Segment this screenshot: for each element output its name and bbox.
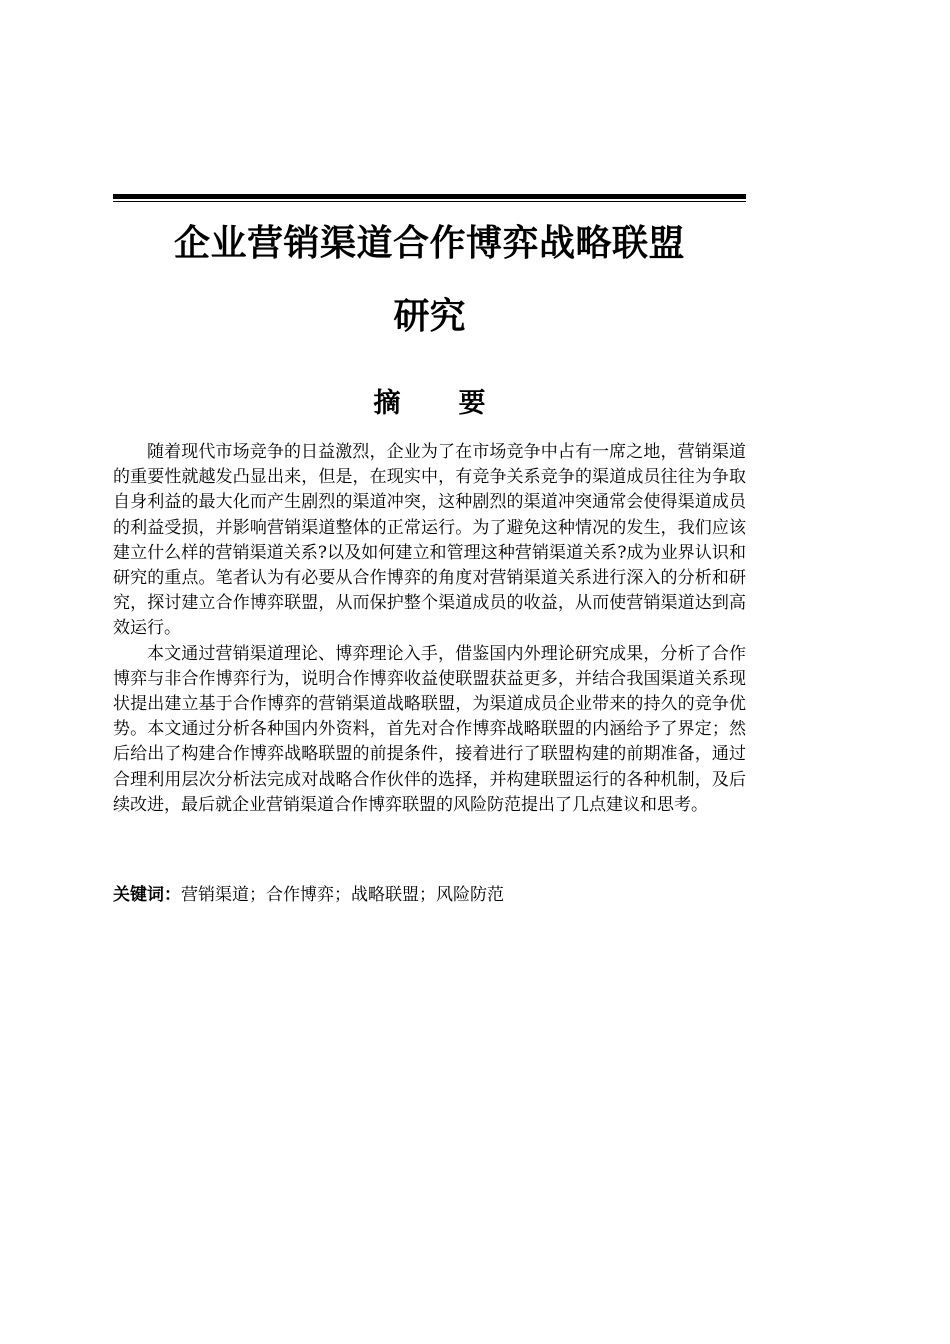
abstract-body bbox=[113, 440, 746, 818]
document-title-line-2: 研究 bbox=[393, 296, 466, 337]
abstract-paragraph-2: 本文通过营销渠道理论、博弈理论入手，借鉴国内外理论研究成果，分析了合作博弈与非合作博弈行为，说明合作博弈收益使联盟获益更多，并结合我国渠道关系现状提出建立基于合作博弈的营销渠道战略联盟，为渠道成员企业带来的持久的竞争优势。本文通过分析各种国内外资料，首先对合作博弈战略联盟的内涵给予了界定；然后给出了构建合作博弈战略联盟的前提条件，接着进行了联盟构建的前期准备，通过合理利用层次分析法完成对战略合作伙伴的选择，并构建联盟运行的各种机制，及后续改进，最后就企业营销渠道合作博弈联盟的风险防范提出了几点建议和思考。 bbox=[113, 643, 746, 815]
document-title-line-1: 企业营销渠道合作博弈战略联盟 bbox=[173, 223, 685, 264]
keywords-value: 营销渠道；合作博弈；战略联盟；风险防范 bbox=[181, 885, 504, 905]
abstract-heading: 摘要 bbox=[373, 388, 544, 419]
header-rule-thin bbox=[113, 201, 746, 202]
keywords-line bbox=[113, 883, 746, 908]
header-rule-thick bbox=[113, 194, 746, 199]
keywords-label: 关键词： bbox=[113, 885, 181, 905]
abstract-paragraph-1: 随着现代市场竞争的日益激烈，企业为了在市场竞争中占有一席之地，营销渠道的重要性就越发凸显出来，但是，在现实中，有竞争关系竞争的渠道成员往往为争取自身利益的最大化而产生剧烈的渠道冲突，这种剧烈的渠道冲突通常会使得渠道成员的利益受损，并影响营销渠道整体的正常运行。为了避免这种情况的发生，我们应该建立什么样的营销渠道关系?以及如何建立和管理这种营销渠道关系?成为业界认识和研究的重点。笔者认为有必要从合作博弈的角度对营销渠道关系进行深入的分析和研究，探讨建立合作博弈联盟，从而保护整个渠道成员的收益，从而使营销渠道达到高效运行。 bbox=[113, 442, 746, 639]
